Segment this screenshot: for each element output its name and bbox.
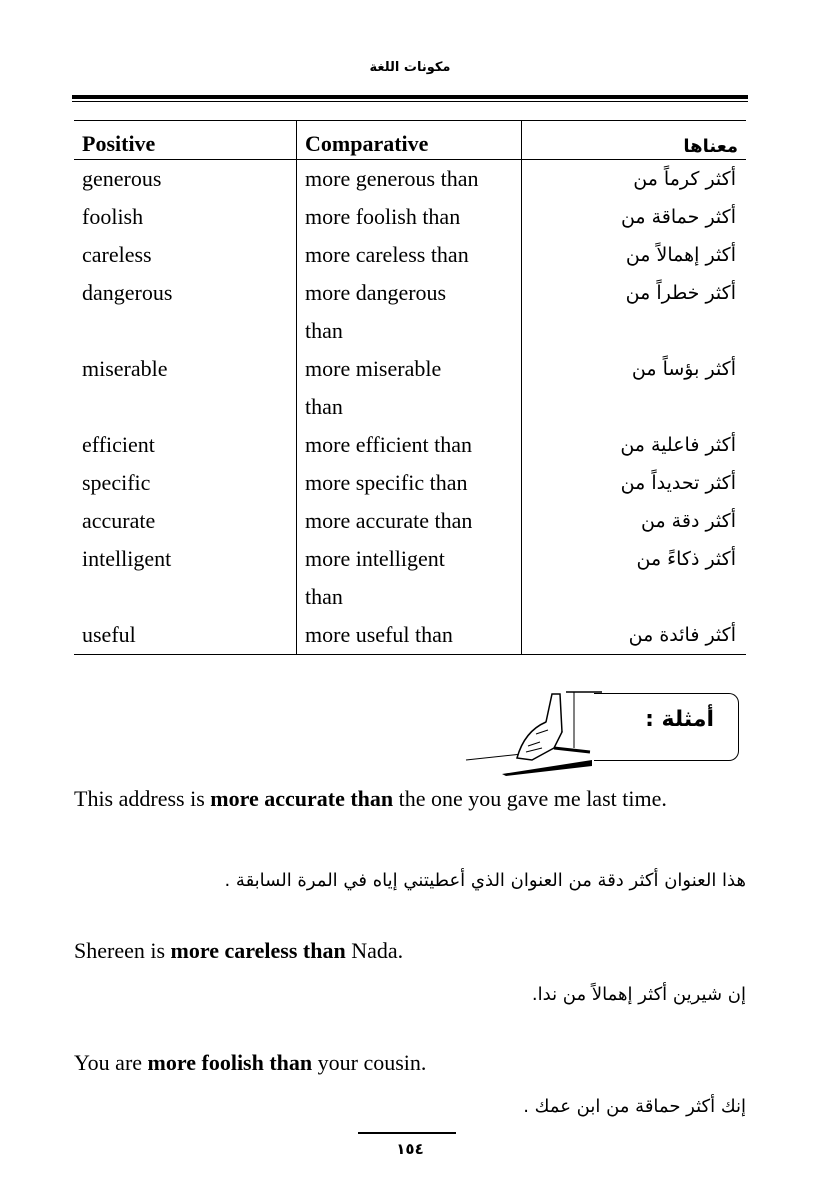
table-row	[74, 540, 746, 616]
positive-cell: dangerous	[74, 274, 297, 350]
examples-label: أمثلة :	[645, 707, 714, 732]
comparative-cell: more dangerous than	[297, 274, 522, 350]
table-row	[74, 274, 746, 350]
comparative-cell: more careless than	[297, 236, 522, 274]
example-sentence-2	[74, 932, 746, 970]
positive-cell: foolish	[74, 198, 297, 236]
header-meaning: معناها	[522, 121, 747, 160]
meaning-cell: أكثر كرماً من	[633, 168, 736, 190]
comparative-cell: more miserable than	[297, 350, 522, 426]
table-row	[74, 464, 746, 502]
meaning-cell: أكثر تحديداً من	[620, 472, 736, 494]
meaning-cell: أكثر فاعلية من	[620, 434, 736, 456]
meaning-cell: أكثر حماقة من	[620, 206, 736, 228]
meaning-cell: أكثر بؤساً من	[631, 358, 736, 380]
table-row	[74, 426, 746, 464]
example-translation-3: إنك أكثر حماقة من ابن عمك .	[523, 1096, 746, 1117]
example-sentence-1	[74, 780, 746, 818]
positive-cell: generous	[74, 160, 297, 199]
table-row	[74, 236, 746, 274]
comparative-cell: more specific than	[297, 464, 522, 502]
example-bold: more careless than	[170, 938, 346, 963]
example-bold: more foolish than	[147, 1050, 313, 1075]
comparative-table	[74, 120, 746, 655]
examples-badge	[590, 693, 742, 763]
header-comparative: Comparative	[297, 121, 522, 160]
table-header-row	[74, 121, 746, 160]
positive-cell: miserable	[74, 350, 297, 426]
example-pre: This address is	[74, 786, 211, 811]
comparative-cell: more generous than	[297, 160, 522, 199]
example-pre: Shereen is	[74, 938, 171, 963]
table-row	[74, 198, 746, 236]
positive-cell: accurate	[74, 502, 297, 540]
table-row	[74, 502, 746, 540]
meaning-cell: أكثر إهمالاً من	[625, 244, 736, 266]
meaning-cell: أكثر فائدة من	[522, 616, 747, 655]
example-pre: You are	[74, 1050, 148, 1075]
example-bold: more accurate than	[210, 786, 394, 811]
example-post: your cousin.	[312, 1050, 427, 1075]
comparative-cell: more efficient than	[297, 426, 522, 464]
positive-cell: careless	[74, 236, 297, 274]
header-rule-thin	[72, 101, 748, 102]
example-translation-1: هذا العنوان أكثر دقة من العنوان الذي أعطيتني إياه في المرة السابقة .	[224, 870, 746, 891]
page-number: ١٥٤	[396, 1140, 424, 1158]
comparative-cell: more accurate than	[297, 502, 522, 540]
header-positive: Positive	[74, 121, 297, 160]
comparative-cell: more foolish than	[297, 198, 522, 236]
meaning-cell: أكثر خطراً من	[625, 282, 736, 304]
example-translation-2: إن شيرين أكثر إهمالاً من ندا.	[531, 984, 746, 1005]
positive-cell: efficient	[74, 426, 297, 464]
meaning-cell: أكثر ذكاءً من	[636, 548, 736, 570]
table-row	[74, 616, 746, 655]
positive-cell: specific	[74, 464, 297, 502]
pen-hand-icon	[462, 688, 602, 778]
comparative-cell: more intelligent than	[297, 540, 522, 616]
example-sentence-3	[74, 1044, 746, 1082]
example-post: Nada.	[345, 938, 404, 963]
positive-cell: useful	[74, 616, 297, 655]
header-rule-thick	[72, 95, 748, 99]
example-post: the one you gave me last time.	[393, 786, 667, 811]
table-row	[74, 350, 746, 426]
meaning-cell: أكثر دقة من	[641, 510, 736, 532]
footer-rule	[358, 1132, 456, 1134]
comparative-cell: more useful than	[297, 616, 522, 655]
positive-cell: intelligent	[74, 540, 297, 616]
running-header: مكونات اللغة	[369, 60, 451, 75]
table-row	[74, 160, 746, 199]
